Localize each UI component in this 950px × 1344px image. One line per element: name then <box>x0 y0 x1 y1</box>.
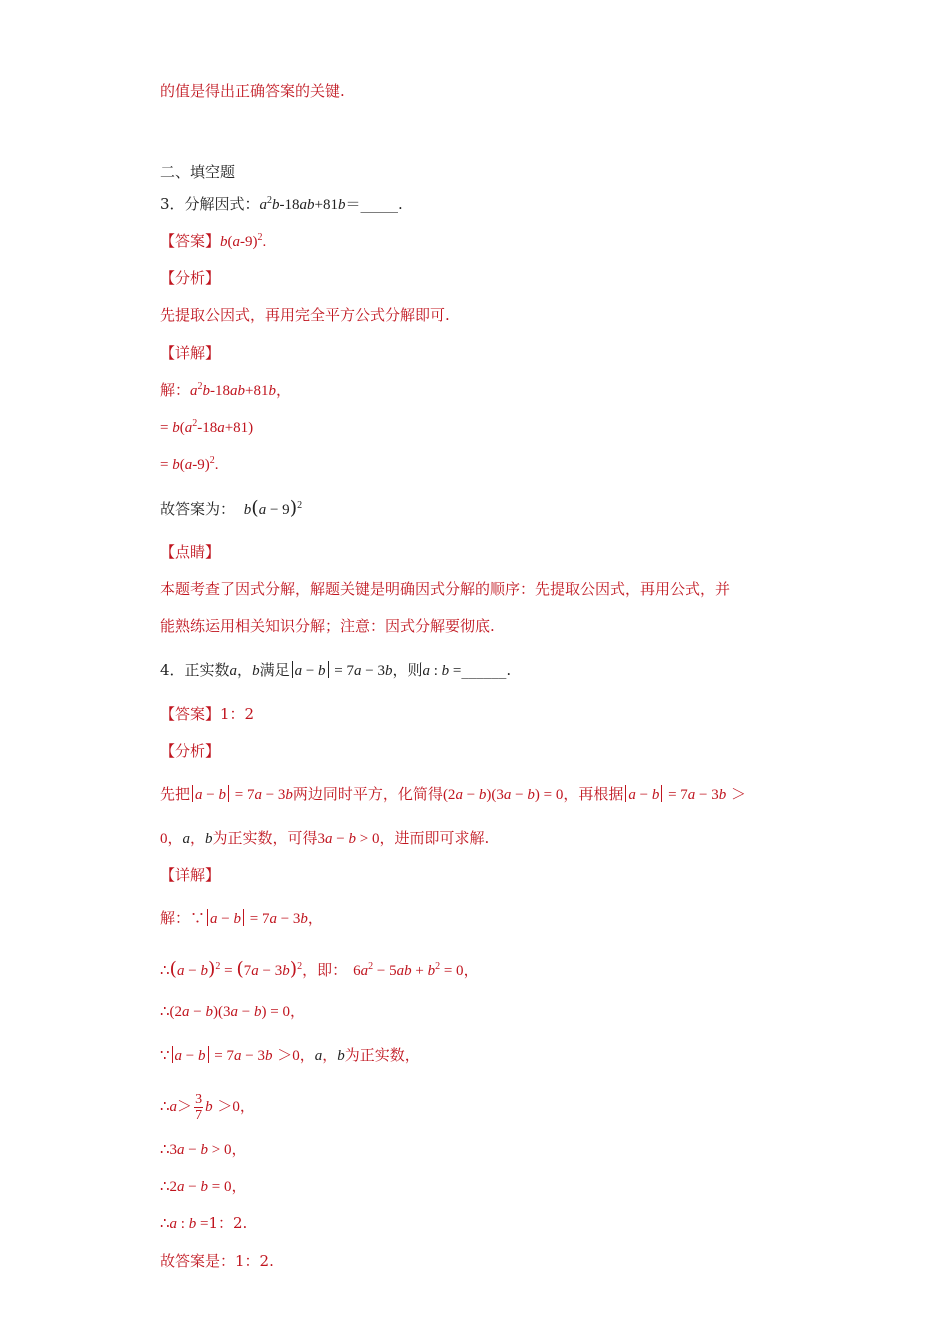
step-prefix: 解：∵ <box>160 909 206 927</box>
question-3-prefix: 3．分解因式： <box>160 195 260 213</box>
q3-step-1: 解：$a^2b-18ab+81b$， <box>160 381 291 399</box>
q4-analysis-line-1: 先把 a − b = 7a − 3b两边同时平方，化简得(2a − b)(3a − b) = 0，再根据 a − b = 7a − 3b ＞ <box>160 785 747 803</box>
question-4-mid-1: 满足 <box>259 661 290 679</box>
q4-final-answer: 故答案是：1：2. <box>160 1252 274 1270</box>
final-prefix: 故答案为： <box>160 500 236 518</box>
step-prefix: 解： <box>160 381 191 399</box>
q3-detail-label: 【详解】 <box>160 344 221 362</box>
q4-step-3: ∴(2a − b)(3a − b) = 0， <box>160 1002 305 1020</box>
q4-detail-label: 【详解】 <box>160 866 221 884</box>
analysis-mid-1: 两边同时平方，化简得 <box>292 785 443 803</box>
question-3-blank: ＝_____. <box>345 195 403 213</box>
question-4: 4．正实数a，b满足 a − b = 7a − 3b，则a : b =______. <box>160 661 512 679</box>
q3-step-3: = $b(a-9)^2$. <box>160 455 219 473</box>
answer-label: 【答案】 <box>160 705 221 723</box>
q4-step-1: 解：∵ a − b = 7a − 3b， <box>160 909 323 927</box>
question-4-blank: ______. <box>461 661 512 679</box>
answer-value: 1：2 <box>220 705 255 723</box>
question-4-mid-2: ，则 <box>392 661 423 679</box>
q4-analysis-line-2: 0，a，b为正实数，可得3a − b > 0，进而即可求解. <box>160 829 490 847</box>
q3-step-2: = $b(a^2-18a+81)$ <box>160 418 254 436</box>
q3-comment-line-2: 能熟练运用相关知识分解；注意：因式分解要彻底. <box>160 617 495 635</box>
analysis-tail: ，进而即可求解. <box>379 829 490 847</box>
analysis-mid-2: ，再根据 <box>563 785 624 803</box>
analysis-pre: 先把 <box>160 785 191 803</box>
q3-final-answer: 故答案为： $b(a - 9)^2$ <box>160 497 303 519</box>
question-3: 3．分解因式：$a^2b-18ab+81b=\_\_\_\_\_$. <box>160 195 403 213</box>
q4-step-5: ∴a＞ $\frac{3}{7}$ b ＞0， <box>160 1091 255 1123</box>
question-4-prefix: 4．正实数 <box>160 661 230 679</box>
q4-step-8: ∴a : b =1：2. <box>160 1214 248 1232</box>
step-mid: ，即： <box>302 961 348 979</box>
q4-analysis-label: 【分析】 <box>160 742 221 760</box>
analysis-mid-3: 为正实数，可得 <box>212 829 318 847</box>
q3-comment-line-1: 本题考查了因式分解，解题关键是明确因式分解的顺序：先提取公因式，再用公式，并 <box>160 580 731 598</box>
q3-comment-label: 【点睛】 <box>160 543 221 561</box>
q3-analysis-label: 【分析】 <box>160 269 221 287</box>
continued-text: 的值是得出正确答案的关键. <box>160 82 345 100</box>
step-tail: 为正实数， <box>344 1046 420 1064</box>
q4-step-6: ∴3a − b > 0， <box>160 1140 247 1158</box>
q4-answer <box>160 703 254 725</box>
answer-label: 【答案】 <box>160 232 221 250</box>
fraction-3-7: $\frac{3}{7}$ <box>195 1091 203 1123</box>
result-value: 1：2. <box>208 1214 248 1232</box>
q4-step-2: ∴(a − $b)^2 = (7a - 3b)^2$，即： $6a^2 - 5ab + b^2 = 0$， <box>160 958 479 980</box>
q3-answer: 【答案】$b(a-9)^2$. <box>160 232 267 250</box>
section-title: 二、填空题 <box>160 163 236 181</box>
q4-step-4: ∵ a − b = 7a − 3b ＞0，a，b为正实数， <box>160 1046 420 1064</box>
q4-step-7: ∴2a − b = 0， <box>160 1177 247 1195</box>
q3-analysis-text: 先提取公因式，再用完全平方公式分解即可. <box>160 306 450 324</box>
